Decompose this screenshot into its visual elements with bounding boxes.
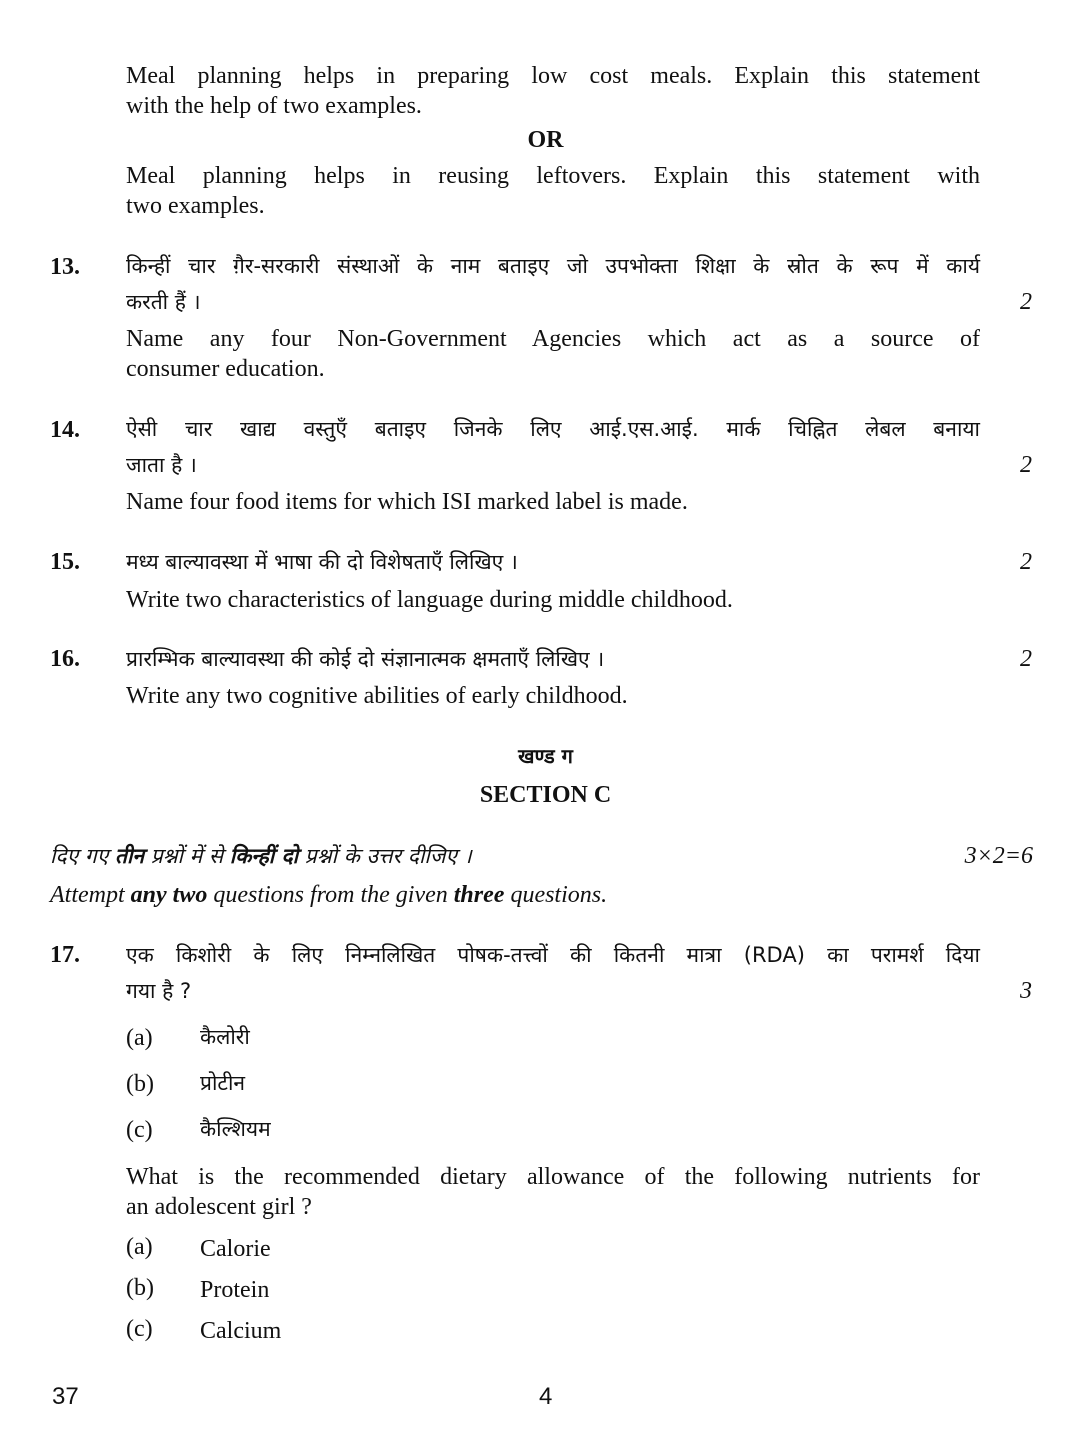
q12-alt-line1: Meal planning helps in reusing leftovers. Explain this statement with bbox=[126, 163, 980, 189]
q15-hi: मध्य बाल्यावस्था में भाषा की दो विशेषताएँ लिखिए । bbox=[126, 550, 518, 574]
q17-hi-line1: एक किशोरी के लिए निम्नलिखित पोषक-तत्त्वों की कितनी मात्रा (RDA) का परामर्श दिया bbox=[126, 943, 980, 967]
q17-hi-option-a-text: कैलोरी bbox=[200, 1025, 250, 1049]
section-instruction-en bbox=[50, 880, 607, 910]
q17-en-option-c-label: (c) bbox=[126, 1316, 153, 1342]
section-marks: 3×2=6 bbox=[964, 843, 1033, 869]
q14-hi-line1: ऐसी चार खाद्य वस्तुएँ बताइए जिनके लिए आई.एस.आई. मार्क चिह्नित लेबल बनाया bbox=[126, 417, 980, 441]
q17-hi-option-b-label: (b) bbox=[126, 1071, 154, 1097]
q13-marks: 2 bbox=[1020, 289, 1032, 315]
section-instruction-hi bbox=[50, 838, 472, 874]
q13-number: 13. bbox=[50, 254, 80, 280]
instr-en-part1: Attempt bbox=[50, 882, 131, 908]
q17-en-line1: What is the recommended dietary allowance of the following nutrients for bbox=[126, 1164, 980, 1190]
q14-marks: 2 bbox=[1020, 452, 1032, 478]
q14-hi-line2: जाता है । bbox=[126, 453, 197, 477]
q17-number: 17. bbox=[50, 942, 80, 968]
q16-number: 16. bbox=[50, 646, 80, 672]
instr-en-part3: questions. bbox=[504, 882, 608, 908]
q17-hi-line2: गया है ? bbox=[126, 979, 192, 1003]
instr-en-bold-three: three bbox=[453, 882, 505, 908]
section-en-title: SECTION C bbox=[479, 782, 612, 808]
q12-alt-line2: two examples. bbox=[126, 193, 265, 219]
q14-en: Name four food items for which ISI marked label is made. bbox=[126, 489, 688, 515]
or-separator: OR bbox=[527, 127, 564, 153]
q12-en-line2: with the help of two examples. bbox=[126, 93, 422, 119]
q15-marks: 2 bbox=[1020, 549, 1032, 575]
q17-en-option-b-text: Protein bbox=[200, 1277, 270, 1303]
q16-en: Write any two cognitive abilities of early childhood. bbox=[126, 683, 628, 709]
instr-hi-part2: प्रश्नों में से bbox=[144, 844, 230, 868]
q17-hi-option-b-text: प्रोटीन bbox=[200, 1071, 246, 1095]
instr-hi-part3: प्रश्नों के उत्तर दीजिए । bbox=[298, 844, 472, 868]
q16-marks: 2 bbox=[1020, 646, 1032, 672]
q17-hi-option-c-label: (c) bbox=[126, 1117, 153, 1143]
q17-en-option-a-text: Calorie bbox=[200, 1236, 271, 1262]
instr-hi-bold-three: तीन bbox=[115, 844, 145, 868]
q17-en-option-b-label: (b) bbox=[126, 1275, 154, 1301]
q17-en-line2: an adolescent girl ? bbox=[126, 1194, 312, 1220]
q13-hi-line2: करती हैं । bbox=[126, 290, 201, 314]
q12-en-line1: Meal planning helps in preparing low cost meals. Explain this statement bbox=[126, 63, 980, 89]
paper-code: 37 bbox=[52, 1383, 79, 1410]
q17-en-option-a-label: (a) bbox=[126, 1234, 153, 1260]
q15-number: 15. bbox=[50, 549, 80, 575]
instr-en-bold-any-two: any two bbox=[130, 882, 208, 908]
q13-hi-line1: किन्हीं चार ग़ैर-सरकारी संस्थाओं के नाम बताइए जो उपभोक्ता शिक्षा के स्रोत के रूप में कार्य bbox=[126, 254, 980, 278]
q17-en-option-c-text: Calcium bbox=[200, 1318, 282, 1344]
q13-en-line2: consumer education. bbox=[126, 356, 325, 382]
q17-marks: 3 bbox=[1020, 978, 1032, 1004]
instr-hi-bold-any-two: किन्हीं दो bbox=[229, 844, 299, 868]
instr-en-part2: questions from the given bbox=[207, 882, 454, 908]
instr-hi-part1: दिए गए bbox=[50, 844, 115, 868]
q14-number: 14. bbox=[50, 417, 80, 443]
q17-hi-option-c-text: कैल्शियम bbox=[200, 1117, 271, 1141]
page-number: 4 bbox=[539, 1383, 553, 1410]
q15-en: Write two characteristics of language during middle childhood. bbox=[126, 587, 733, 613]
q16-hi: प्रारम्भिक बाल्यावस्था की कोई दो संज्ञानात्मक क्षमताएँ लिखिए । bbox=[126, 647, 605, 671]
q13-en-line1: Name any four Non-Government Agencies which act as a source of bbox=[126, 326, 980, 352]
section-hi-title: खण्ड ग bbox=[518, 744, 573, 768]
q17-hi-option-a-label: (a) bbox=[126, 1025, 153, 1051]
